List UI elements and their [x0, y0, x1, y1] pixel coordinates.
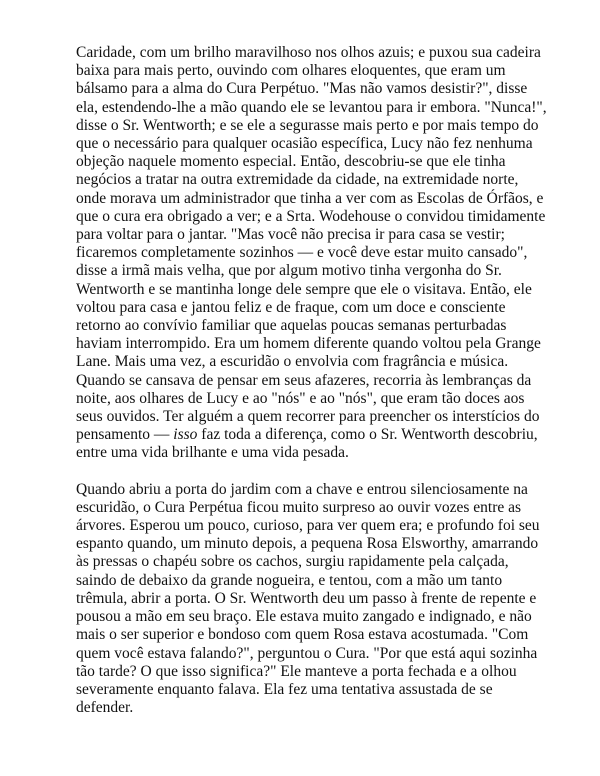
text-line: tão tarde? O que isso significa?" Ele manteve a porta fechada e a olhou [76, 662, 517, 680]
text-line: Wentworth e se mantinha longe dele sempre que ele o visitava. Então, ele [76, 280, 532, 298]
text-line: Lane. Mais uma vez, a escuridão o envolvia com fragrância e música. [76, 353, 509, 371]
text-line: entre uma vida brilhante e uma vida pesada. [76, 444, 349, 462]
document-page [76, 44, 547, 717]
text-line: negócios a tratar na outra extremidade da cidade, na extremidade norte, [76, 171, 519, 189]
text-line: haviam interrompido. Era um homem diferente quando voltou pela Grange [76, 335, 541, 353]
text-line: disse o Sr. Wentworth; e se ele a segurasse mais perto e por mais tempo do [76, 116, 539, 134]
text-line: quem você estava falando?", perguntou o Cura. "Por que está aqui sozinha [76, 644, 538, 662]
text-line: severamente enquanto falava. Ela fez uma tentativa assustada de se [76, 680, 493, 698]
text-line-with-emphasis [76, 426, 536, 444]
text-line: bálsamo para a alma do Cura Perpétuo. "Mas não vamos desistir?", disse [76, 80, 528, 98]
text-line: ela, estendendo-lhe a mão quando ele se levantou para ir embora. "Nunca!", [76, 98, 547, 116]
text-line: árvores. Esperou um pouco, curioso, para ver quem era; e profundo foi seu [76, 517, 540, 535]
text-line: defender. [76, 699, 134, 717]
text-line: que o necessário para qualquer ocasião específica, Lucy não fez nenhuma [76, 135, 533, 153]
text-line: espanto quando, um minuto depois, a pequena Rosa Elsworthy, amarrando [76, 535, 539, 553]
paragraph-2 [76, 480, 540, 718]
text-line: disse a irmã mais velha, que por algum motivo tinha vergonha do Sr. [76, 262, 502, 280]
text-line: ficaremos completamente sozinhos — e você deve estar muito cansado", [76, 244, 528, 262]
text-line: onde morava um administrador que tinha a ver com as Escolas de Órfãos, e [76, 189, 544, 207]
text-line: saindo de debaixo da grande nogueira, e tentou, com a mão um tanto [76, 571, 503, 589]
text-segment: pensamento — [76, 426, 174, 444]
text-line: noite, aos olhares de Lucy e ao "nós" e ao "nós", que eram tão doces aos [76, 389, 525, 407]
text-line: seus ouvidos. Ter alguém a quem recorrer para preencher os interstícios do [76, 408, 540, 426]
paragraph-1 [76, 44, 547, 463]
text-line: que o cura era obrigado a ver; e a Srta. Wodehouse o convidou timidamente [76, 207, 546, 225]
text-line: retorno ao convívio familiar que aquelas poucas semanas perturbadas [76, 317, 507, 335]
text-line: escuridão, o Cura Perpétua ficou muito surpreso ao ouvir vozes entre as [76, 498, 522, 516]
text-line: para voltar para o jantar. "Mas você não precisa ir para casa se vestir; [76, 226, 505, 244]
text-line: baixa para mais perto, ouvindo com olhares eloquentes, que eram um [76, 62, 506, 80]
text-line: Quando se cansava de pensar em seus afazeres, recorria às lembranças da [76, 371, 532, 389]
text-line: Quando abriu a porta do jardim com a chave e entrou silenciosamente na [76, 480, 528, 498]
text-line: mais o ser superior e bondoso com quem Rosa estava acostumada. "Com [76, 626, 529, 644]
text-line: Caridade, com um brilho maravilhoso nos olhos azuis; e puxou sua cadeira [76, 44, 541, 61]
text-line: pousou a mão em seu braço. Ele estava muito zangado e indignado, e não [76, 608, 532, 626]
text-line: objeção naquele momento especial. Então, descobriu-se que ele tinha [76, 153, 506, 171]
text-line: trêmula, abrir a porta. O Sr. Wentworth deu um passo à frente de repente e [76, 589, 537, 607]
text-segment: faz toda a diferença, como o Sr. Wentworth descobriu, [197, 426, 538, 444]
text-line: às pressas o chapéu sobre os cachos, surgiu rapidamente pela calçada, [76, 553, 509, 571]
text-line: voltou para casa e jantou feliz e de fraque, com um doce e consciente [76, 298, 506, 316]
emphasis-text: isso [173, 426, 198, 444]
